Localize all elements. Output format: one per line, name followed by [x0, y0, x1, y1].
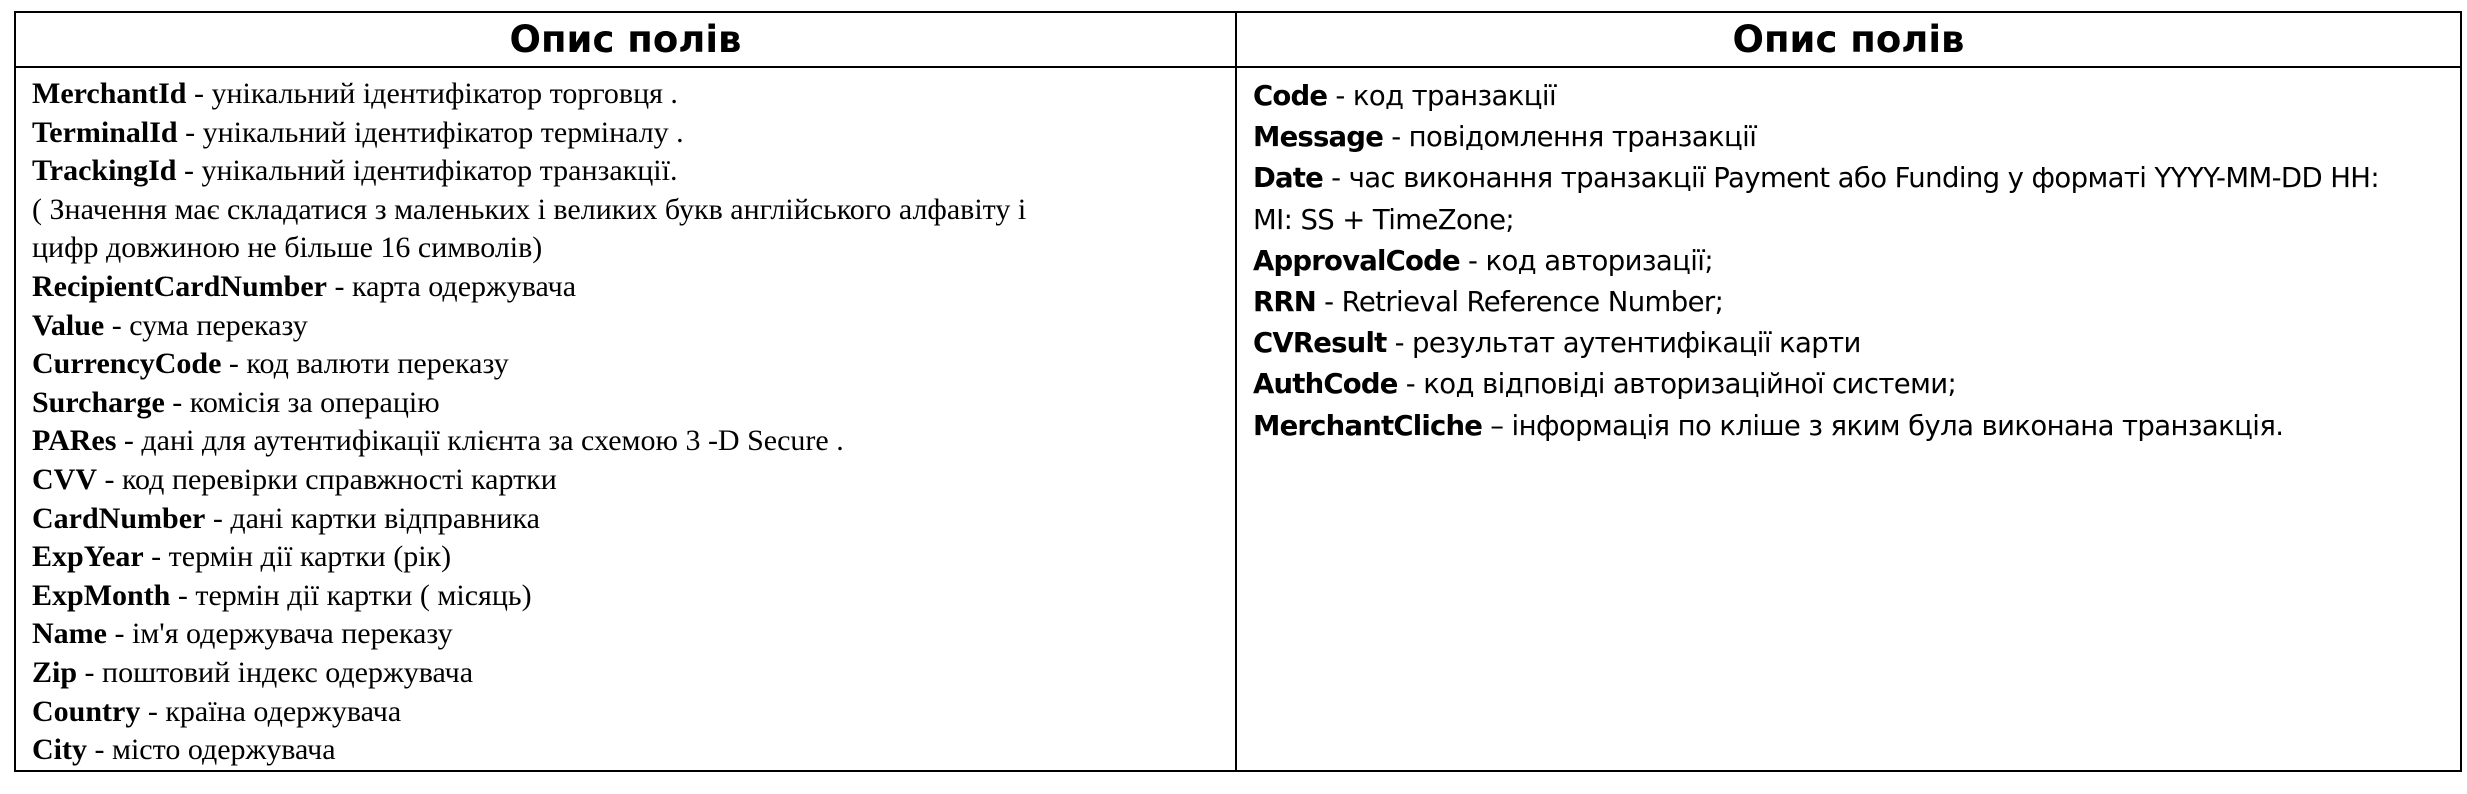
field-note-line: [1253, 200, 2460, 241]
field-line-name: [32, 615, 1235, 654]
body-row: [15, 67, 2461, 771]
field-description: - комісія за операцію: [164, 385, 440, 419]
field-line-recipientcardnumber: [32, 268, 1235, 307]
field-line-rrn: [1253, 282, 2460, 323]
field-line-date: [1253, 158, 2460, 199]
field-description: - код валюти переказу: [221, 347, 509, 381]
field-line-expyear: [32, 538, 1235, 577]
header-row: [15, 12, 2461, 67]
field-name: CardNumber: [32, 501, 206, 535]
field-name: TerminalId: [32, 115, 178, 149]
field-name: ExpYear: [32, 540, 144, 574]
right-column-header: Опис полів: [1236, 12, 2461, 67]
field-name: Name: [32, 617, 107, 651]
field-line-authcode: [1253, 364, 2460, 405]
field-line-pares: [32, 422, 1235, 461]
field-line-zip: [32, 654, 1235, 693]
field-description: - унікальний ідентифікатор торговця .: [186, 77, 678, 110]
field-name: City: [32, 733, 87, 767]
field-line-cvresult: [1253, 323, 2460, 364]
field-description: - сума переказу: [104, 308, 308, 342]
field-name: Surcharge: [32, 385, 165, 419]
field-note: цифр довжиною не більше 16 символів): [32, 231, 543, 265]
field-description: - поштовий індекс одержувача: [77, 655, 474, 689]
field-description: - унікальний ідентифікатор транзакції.: [176, 154, 678, 188]
field-description: - Retrieval Reference Number;: [1315, 286, 1724, 319]
field-note: ( Значення має складатися з маленьких і великих букв англійського алфавіту і: [32, 192, 1027, 226]
field-line-cvv: [32, 461, 1235, 500]
field-description: - результат аутентифікації карти: [1386, 327, 1861, 360]
field-name: TrackingId: [32, 154, 177, 188]
field-note-line: [32, 191, 1235, 230]
field-name: Value: [32, 308, 105, 342]
field-description: - код перевірки справжності картки: [97, 462, 557, 496]
left-column-header: Опис полів: [15, 12, 1236, 67]
field-name: CurrencyCode: [32, 347, 222, 381]
fields-description-table: [14, 11, 2462, 772]
field-description: - термін дії картки (рік): [143, 540, 452, 574]
field-description: - термін дії картки ( місяць): [170, 578, 532, 612]
field-name: RecipientCardNumber: [32, 269, 327, 303]
field-description: - код відповіді авторизаційної системи;: [1397, 368, 1957, 401]
field-line-cardnumber: [32, 500, 1235, 539]
response-fields-cell: [1236, 67, 2461, 771]
field-line-message: [1253, 117, 2460, 158]
field-description: - код авторизації;: [1459, 244, 1714, 277]
field-note: MI: SS + TimeZone;: [1253, 203, 1515, 236]
field-description: - унікальний ідентифікатор терміналу .: [177, 115, 684, 149]
field-name: Message: [1253, 121, 1384, 154]
field-description: - місто одержувача: [87, 733, 336, 767]
field-name: ExpMonth: [32, 578, 171, 612]
field-description: - карта одержувача: [326, 269, 577, 303]
field-description: - країна одержувача: [140, 694, 402, 728]
field-line-code: [1253, 76, 2460, 117]
field-line-surcharge: [32, 384, 1235, 423]
field-description: - дані для аутентифікації клієнта за схемою 3 -D Secure .: [116, 424, 844, 458]
field-name: CVResult: [1253, 327, 1387, 360]
field-line-value: [32, 307, 1235, 346]
field-description: - час виконання транзакції Payment або Funding у форматі YYYY-MM-DD HH:: [1322, 162, 2380, 195]
request-fields-cell: [15, 67, 1236, 771]
field-description: - повідомлення транзакції: [1383, 121, 1757, 154]
field-name: Date: [1253, 162, 1323, 195]
field-name: MerchantId: [32, 77, 187, 110]
field-name: MerchantCliche: [1253, 409, 1483, 442]
field-note-line: [32, 229, 1235, 268]
field-name: PARes: [32, 424, 117, 458]
field-line-city: [32, 731, 1235, 770]
field-name: ApprovalCode: [1253, 244, 1460, 277]
field-name: CVV: [32, 462, 97, 496]
field-name: Code: [1253, 80, 1328, 112]
field-description: – інформація по кліше з яким була виконана транзакція.: [1482, 409, 2284, 442]
field-line-merchantcliche: [1253, 406, 2460, 447]
field-line-currencycode: [32, 345, 1235, 384]
field-name: Zip: [32, 655, 78, 689]
field-name: Country: [32, 694, 141, 728]
field-line-trackingid: [32, 152, 1235, 191]
field-line-terminalid: [32, 114, 1235, 153]
field-line-expmonth: [32, 577, 1235, 616]
field-name: AuthCode: [1253, 368, 1398, 401]
field-description: - дані картки відправника: [205, 501, 540, 535]
field-line-country: [32, 693, 1235, 732]
field-description: - ім'я одержувача переказу: [106, 617, 453, 651]
field-line-approvalcode: [1253, 241, 2460, 282]
field-name: RRN: [1253, 286, 1316, 319]
field-description: - код транзакції: [1327, 80, 1557, 112]
field-line-merchantid: [32, 75, 1235, 114]
